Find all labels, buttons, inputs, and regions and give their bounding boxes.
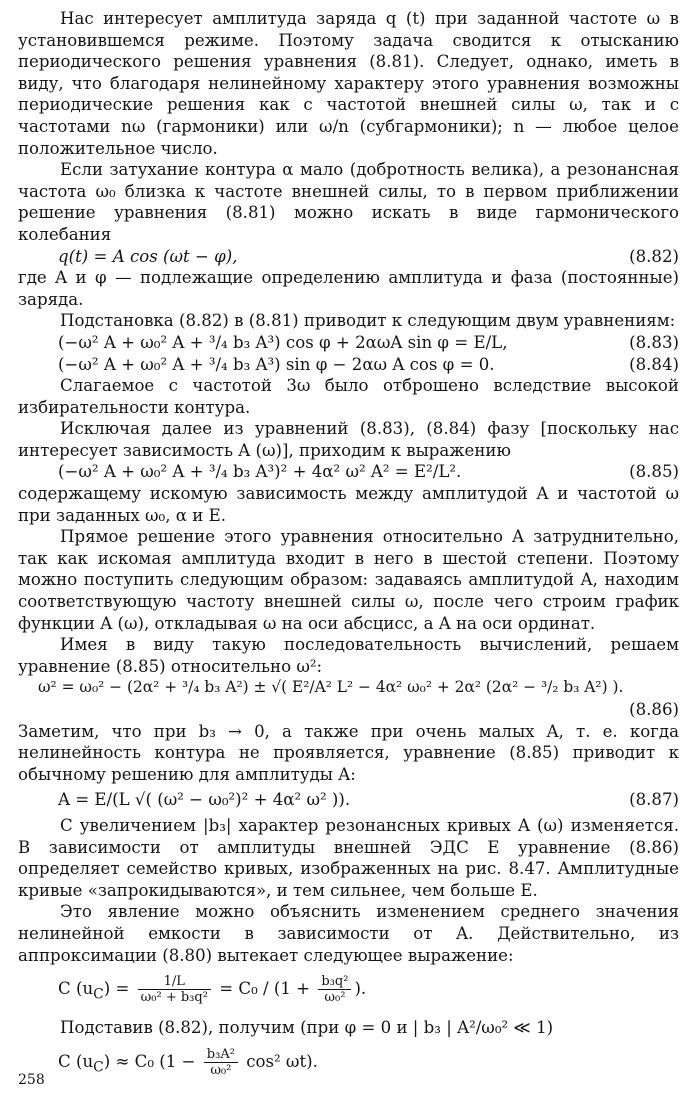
paragraph-10: Заметим, что при b₃ → 0, а также при очень малых A, т. е. когда нелинейность контура не проявляется, уравнение (8.85) приводит к обычному решению для амплитуды A:	[18, 721, 679, 784]
equation-8-85	[18, 461, 679, 483]
equation-part: ) =	[103, 979, 130, 999]
equation-8-86	[18, 677, 679, 699]
equation-text: (−ω² A + ω₀² A + ³/₄ b₃ A³) cos φ + 2αωA sin φ = E/L,	[58, 332, 508, 352]
paragraph-2: Если затухание контура α мало (добротность велика), а резонансная частота ω₀ близка к частоте внешней силы, то в первом приближении решение уравнения (8.81) можно искать в виде гармонического колебания	[18, 160, 679, 244]
equation-number-8-86: (8.86)	[629, 700, 679, 719]
equation-number: (8.84)	[629, 354, 679, 374]
paragraph-7: содержащему искомую зависимость между амплитудой A и частотой ω при заданных ω₀, α и E.	[18, 484, 679, 525]
equation-part: ).	[354, 979, 367, 999]
equation-part: cos² ωt).	[246, 1052, 318, 1072]
equation-number: (8.85)	[629, 462, 679, 482]
fraction	[318, 974, 351, 1005]
fraction-numerator: b₃q²	[318, 974, 351, 990]
equation-part: C (u	[58, 979, 94, 999]
paragraph-11: С увеличением |b₃| характер резонансных кривых A (ω) изменяется. В зависимости от амплитуды внешней ЭДС E уравнение (8.86) определяет семейство кривых, изображенных на рис. 8.47. Амплитудные кривые «запрокидываются», и тем сильнее, чем больше E.	[18, 815, 679, 900]
fraction-denominator: ω₀²	[210, 1063, 232, 1079]
fraction-numerator: b₃A²	[204, 1047, 238, 1063]
fraction-numerator: 1/L	[138, 974, 211, 990]
equation-capacity-1	[18, 966, 679, 1017]
page-number: 258	[18, 1072, 45, 1088]
paragraph-13: Подставив (8.82), получим (при φ = 0 и | b₃ | A²/ω₀² ≪ 1)	[60, 1018, 554, 1038]
equation-subscript: C	[93, 1059, 104, 1076]
fraction	[138, 974, 211, 1005]
equation-8-84	[18, 354, 679, 376]
fraction	[204, 1047, 238, 1078]
paragraph-12: Это явление можно объяснить изменением среднего значения нелинейной емкости в зависимости от A. Действительно, из аппроксимации (8.80) вытекает следующее выражение:	[18, 902, 679, 965]
equation-8-82	[18, 246, 679, 268]
paragraph-8: Прямое решение этого уравнения относительно A затруднительно, так как искомая амплитуда входит в него в шестой степени. Поэтому можно поступить следующим образом: задаваясь амплитудой A, находим соответствующую частоту внешней силы ω, после чего строим график функции A (ω), откладывая ω на оси абсцисс, а A на оси ординат.	[18, 527, 679, 633]
equation-8-83	[18, 332, 679, 354]
paragraph-9: Имея в виду такую последовательность вычислений, решаем уравнение (8.85) относительно ω²:	[18, 635, 679, 676]
equation-text: (−ω² A + ω₀² A + ³/₄ b₃ A³) sin φ − 2αω A cos φ = 0.	[58, 354, 495, 374]
equation-text: A = E/(L √( (ω² − ω₀²)² + 4α² ω² )).	[58, 790, 351, 810]
equation-text: (−ω² A + ω₀² A + ³/₄ b₃ A³)² + 4α² ω² A² = E²/L².	[58, 462, 462, 482]
equation-number: (8.82)	[629, 246, 679, 266]
paragraph-3: где A и φ — подлежащие определению амплитуда и фаза (постоянные) заряда.	[18, 268, 679, 309]
equation-8-87	[18, 785, 679, 815]
fraction-denominator: ω₀²	[324, 990, 346, 1006]
equation-part: C (u	[58, 1052, 94, 1072]
equation-subscript: C	[93, 986, 104, 1003]
paragraph-6: Исключая далее из уравнений (8.83), (8.84) фазу [поскольку нас интересует зависимость A (ω)], приходим к выражению	[18, 419, 679, 460]
paragraph-4: Подстановка (8.82) в (8.81) приводит к следующим двум уравнениям:	[60, 311, 676, 331]
paragraph-1: Нас интересует амплитуда заряда q (t) при заданной частоте ω в установившемся режиме. Поэтому задача сводится к отысканию периодического решения уравнения (8.81). Следует, однако, иметь в виду, что благодаря нелинейному характеру этого уравнения возможны периодические решения как с частотой внешней силы ω, так и с частотами nω (гармоники) или ω/n (субгармоники); n — любое целое положительное число.	[18, 9, 679, 158]
equation-capacity-2	[18, 1039, 679, 1090]
equation-text: q(t) = A cos (ωt − φ),	[58, 246, 238, 266]
equation-part: ) ≈ C₀ (1 −	[103, 1052, 196, 1072]
equation-text: ω² = ω₀² − (2α² + ³/₄ b₃ A²) ± √( E²/A² L² − 4α² ω₀² + 2α² (2α² − ³/₂ b₃ A²) ).	[38, 678, 624, 697]
paragraph-5: Слагаемое с частотой 3ω было отброшено вследствие высокой избирательности контура.	[18, 376, 679, 417]
equation-number: (8.87)	[629, 790, 679, 810]
equation-number: (8.83)	[629, 332, 679, 352]
fraction-denominator: ω₀² + b₃q²	[140, 990, 208, 1006]
equation-part: = C₀ / (1 +	[219, 979, 311, 999]
